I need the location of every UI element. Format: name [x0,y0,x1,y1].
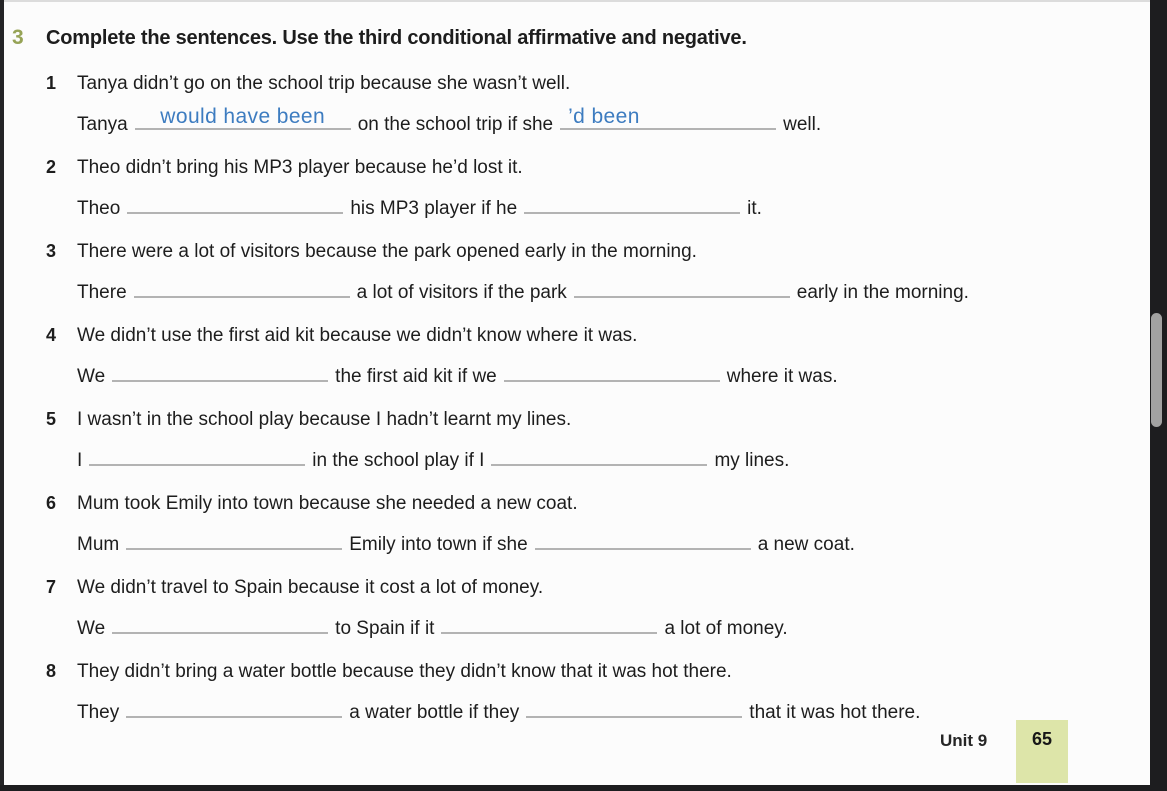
unit-label: Unit 9 [940,731,988,750]
fill-tail: well. [783,114,822,135]
page-number: 65 [1031,729,1053,749]
item-number: 1 [46,73,57,93]
fill-lead: We [77,618,106,639]
fill-line [77,361,838,389]
exercise-title: Complete the sentences. Use the third conditional affirmative and negative. [46,27,747,49]
item-prompt: Mum took Emily into town because she needed a new coat. [77,493,578,514]
fill-lead: Mum [77,534,120,555]
exercise-item-2 [46,156,1150,221]
item-number: 6 [46,493,57,513]
exercise-item-5 [46,408,1150,473]
fill-tail: it. [747,198,762,219]
item-prompt: I wasn’t in the school play because I hadn’t learnt my lines. [77,409,572,430]
answer-blank-2[interactable] [491,445,707,466]
fill-tail: a lot of money. [664,618,788,639]
fill-line [77,529,855,557]
answer-blank-1[interactable] [112,613,328,634]
item-prompt: Theo didn’t bring his MP3 player because he’d lost it. [77,157,523,178]
item-prompt: Tanya didn’t go on the school trip because she wasn’t well. [77,73,571,94]
fill-middle: Emily into town if she [349,534,528,555]
answer-blank-2[interactable] [535,529,751,550]
item-prompt: They didn’t bring a water bottle because they didn’t know that it was hot there. [77,661,732,682]
answer-blank-1[interactable] [126,529,342,550]
fill-middle: on the school trip if she [357,114,554,135]
item-number: 7 [46,577,57,597]
fill-lead: Theo [77,198,121,219]
handwritten-answer: would have been [160,105,326,128]
scrollbar-track[interactable] [1150,0,1167,791]
fill-line [77,697,920,725]
fill-line [77,445,789,473]
fill-tail: a new coat. [757,534,855,555]
item-prompt: We didn’t use the first aid kit because we didn’t know where it was. [77,325,638,346]
fill-line [77,277,969,305]
answer-blank-1[interactable] [127,193,343,214]
fill-middle: to Spain if it [335,618,435,639]
answer-blank-2[interactable] [560,105,776,130]
exercise-item-6 [46,492,1150,557]
exercise-item-7 [46,576,1150,641]
fill-lead: We [77,366,106,387]
item-number: 5 [46,409,57,429]
fill-middle: a water bottle if they [349,702,520,723]
answer-blank-1[interactable] [126,697,342,718]
fill-line [77,105,822,137]
fill-lead: There [77,282,127,303]
handwritten-answer: ’d been [568,105,640,128]
answer-blank-2[interactable] [441,613,657,634]
answer-blank-2[interactable] [524,193,740,214]
exercise-number: 3 [12,26,24,49]
exercise-header [12,26,1150,50]
item-number: 3 [46,241,57,261]
scrollbar-thumb[interactable] [1151,313,1162,427]
fill-middle: the first aid kit if we [335,366,497,387]
exercise-item-8 [46,660,1150,725]
item-number: 8 [46,661,57,681]
answer-blank-1[interactable] [89,445,305,466]
fill-middle: his MP3 player if he [350,198,518,219]
answer-blank-2[interactable] [504,361,720,382]
item-prompt: We didn’t travel to Spain because it cost a lot of money. [77,577,544,598]
fill-lead: I [77,450,83,471]
fill-tail: where it was. [726,366,838,387]
fill-line [77,613,788,641]
viewer-bottom-edge [0,785,1167,791]
fill-middle: a lot of visitors if the park [356,282,567,303]
item-prompt: There were a lot of visitors because the park opened early in the morning. [77,241,697,262]
fill-lead: Tanya [77,114,128,135]
fill-tail: early in the morning. [796,282,969,303]
exercise-item-1 [46,72,1150,137]
viewer-left-edge [0,0,4,785]
answer-blank-1[interactable] [112,361,328,382]
fill-line [77,193,762,221]
answer-blank-1[interactable] [135,105,351,130]
item-number: 4 [46,325,57,345]
workbook-page [4,2,1150,785]
fill-middle: in the school play if I [312,450,485,471]
item-number: 2 [46,157,57,177]
fill-tail: my lines. [714,450,790,471]
fill-lead: They [77,702,120,723]
exercise-items [4,72,1150,725]
answer-blank-1[interactable] [134,277,350,298]
exercise-item-4 [46,324,1150,389]
page-number-tab [1016,720,1068,783]
exercise-item-3 [46,240,1150,305]
fill-tail: that it was hot there. [749,702,921,723]
page-top-edge [0,0,1150,2]
answer-blank-2[interactable] [526,697,742,718]
answer-blank-2[interactable] [574,277,790,298]
